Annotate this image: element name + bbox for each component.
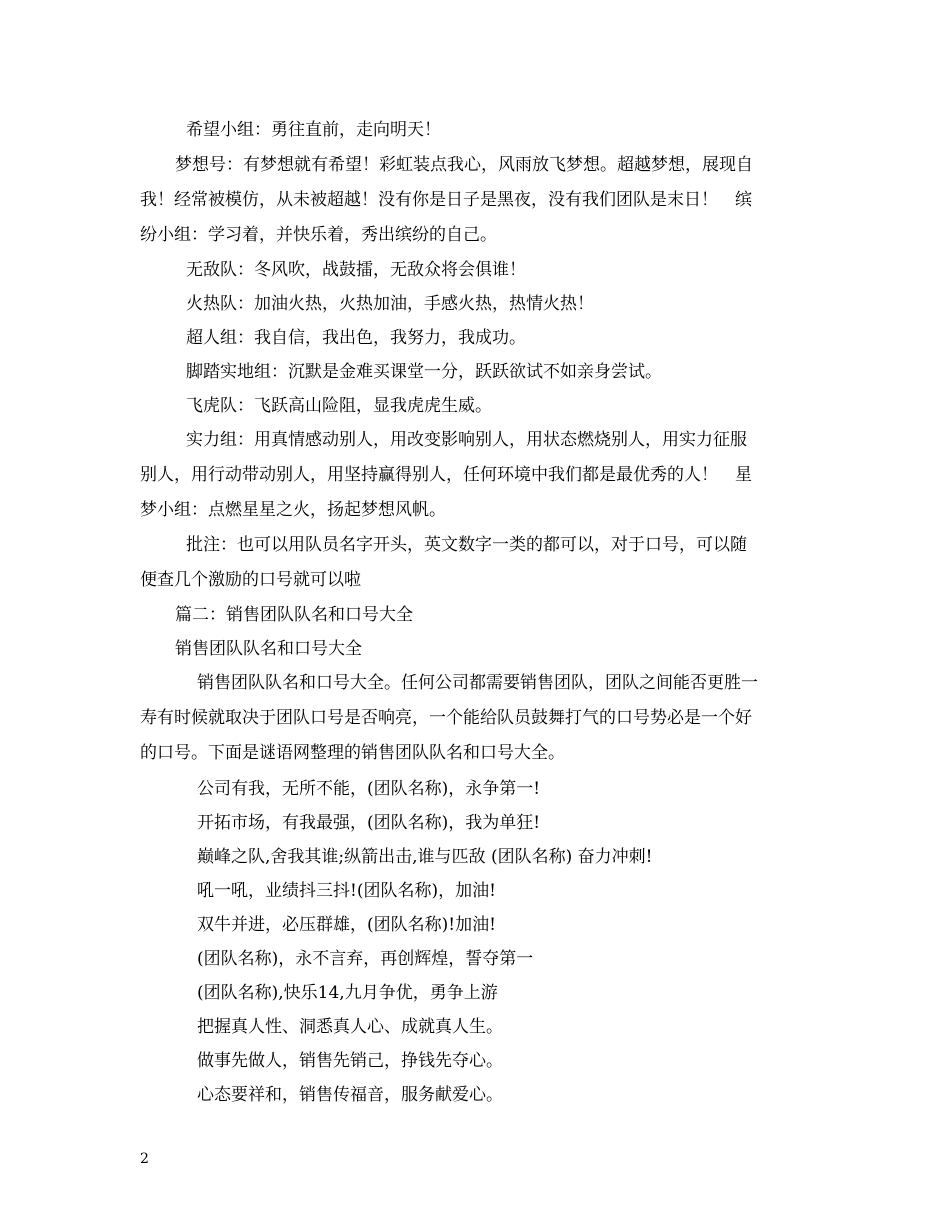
slogan-line: 心态要祥和，销售传福音，服务献爱心。	[197, 1085, 503, 1105]
text-line: 我！经常被模仿，从未被超越！没有你是日子是黑夜，没有我们团队是末日！ 缤	[140, 190, 752, 210]
slogan-line: 把握真人性、洞悉真人心、成就真人生。	[197, 1017, 503, 1037]
text-line: 销售团队队名和口号大全。任何公司都需要销售团队，团队之间能否更胜一	[197, 673, 758, 693]
text-line: 希望小组：勇往直前，走向明天！	[186, 120, 441, 140]
text-line: 别人，用行动带动别人，用坚持赢得别人，任何环境中我们都是最优秀的人！ 星	[140, 465, 752, 485]
slogan-line: 公司有我，无所不能，(团队名称)，永争第一!	[197, 779, 541, 799]
text-line: 实力组：用真情感动别人，用改变影响别人，用状态燃烧别人，用实力征服	[186, 430, 747, 450]
slogan-line: 做事先做人，销售先销己，挣钱先夺心。	[197, 1051, 503, 1071]
text-line: 便查几个激励的口号就可以啦	[140, 570, 361, 590]
text-line: 的口号。下面是谜语网整理的销售团队队名和口号大全。	[140, 743, 565, 763]
slogan-line: 开拓市场，有我最强，(团队名称)，我为单狂!	[197, 813, 541, 833]
text-line: 寿有时候就取决于团队口号是否响亮，一个能给队员鼓舞打气的口号势必是一个好	[140, 708, 752, 728]
slogan-line: 巅峰之队,舍我其谁;纵箭出击,谁与匹敌 (团队名称) 奋力冲刺!	[197, 847, 653, 867]
text-line: 纷小组：学习着，并快乐着，秀出缤纷的自己。	[140, 225, 497, 245]
text-line: 超人组：我自信，我出色，我努力，我成功。	[186, 328, 526, 348]
section-heading: 篇二：销售团队队名和口号大全	[175, 605, 413, 625]
section-title: 销售团队队名和口号大全	[175, 639, 362, 659]
slogan-line: 双牛并进，必压群雄，(团队名称)!加油!	[197, 915, 496, 935]
text-line: 飞虎队：飞跃高山险阻，显我虎虎生威。	[186, 396, 492, 416]
text-line: 批注：也可以用队员名字开头，英文数字一类的都可以，对于口号，可以随	[186, 535, 747, 555]
text-line: 梦想号：有梦想就有希望！彩虹装点我心，风雨放飞梦想。超越梦想，展现自	[175, 155, 753, 175]
page-number: 2	[140, 1151, 149, 1167]
text-line: 脚踏实地组：沉默是金难买课堂一分，跃跃欲试不如亲身尝试。	[186, 362, 662, 382]
text-line: 梦小组：点燃星星之火，扬起梦想风帆。	[140, 500, 446, 520]
slogan-line: 吼一吼，业绩抖三抖!(团队名称)，加油!	[197, 881, 496, 901]
slogan-line: (团队名称),快乐14,九月争优，勇争上游	[197, 983, 498, 1003]
text-line: 火热队：加油火热，火热加油，手感火热，热情火热！	[186, 294, 594, 314]
slogan-line: (团队名称)，永不言弃，再创辉煌，誓夺第一	[197, 949, 534, 969]
text-line: 无敌队：冬风吹，战鼓擂，无敌众将会俱谁！	[186, 260, 526, 280]
